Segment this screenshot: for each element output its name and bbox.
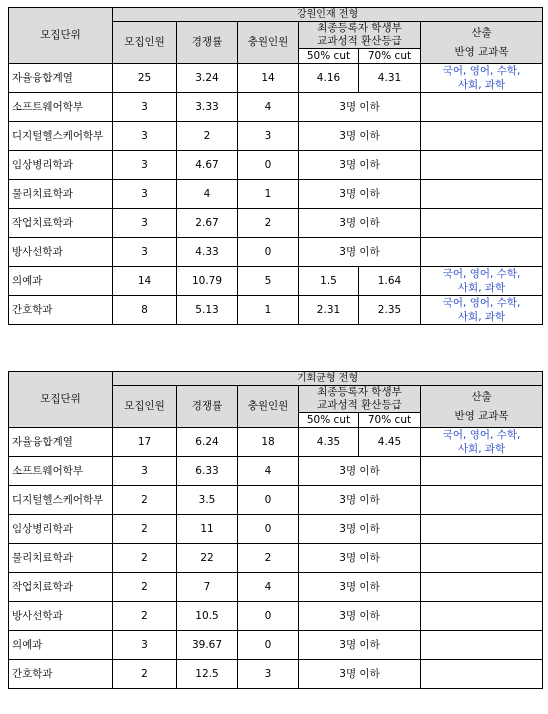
cell-note: 3명 이하 <box>299 238 421 267</box>
cell-fill: 3 <box>238 122 299 151</box>
cell-note: 3명 이하 <box>299 544 421 573</box>
cell-cut70: 1.64 <box>359 267 421 296</box>
header-fill: 충원인원 <box>238 22 299 64</box>
cell-note: 3명 이하 <box>299 93 421 122</box>
header-rate: 경쟁률 <box>177 22 238 64</box>
table-row <box>9 544 543 573</box>
cell-subjects-empty <box>421 151 543 180</box>
header-calc-line2: 반영 교과목 <box>454 45 509 58</box>
header-calc <box>421 22 543 64</box>
cell-fill: 0 <box>238 151 299 180</box>
subjects-line2: 사회, 과학 <box>457 282 506 294</box>
cell-rate: 3.5 <box>177 486 238 515</box>
cell-rate: 4 <box>177 180 238 209</box>
subjects-line2: 사회, 과학 <box>457 79 506 91</box>
cell-unit: 디지털헬스케어학부 <box>9 486 113 515</box>
cell-unit: 간호학과 <box>9 296 113 325</box>
cell-fill: 0 <box>238 238 299 267</box>
cell-quota: 2 <box>113 602 177 631</box>
table-row <box>9 602 543 631</box>
cell-subjects <box>421 267 543 296</box>
table-2-title: 기회균형 전형 <box>113 372 543 386</box>
admission-table-1 <box>8 7 543 325</box>
cell-fill: 2 <box>238 544 299 573</box>
cell-unit: 자율융합계열 <box>9 64 113 93</box>
table-row <box>9 573 543 602</box>
cell-quota: 2 <box>113 544 177 573</box>
cell-fill: 0 <box>238 486 299 515</box>
subjects-line1: 국어, 영어, 수학, <box>442 65 521 77</box>
cell-unit: 방사선학과 <box>9 238 113 267</box>
header-quota: 모집인원 <box>113 386 177 428</box>
cell-unit: 작업치료학과 <box>9 209 113 238</box>
cell-note: 3명 이하 <box>299 486 421 515</box>
cell-rate: 6.33 <box>177 457 238 486</box>
cell-subjects-empty <box>421 93 543 122</box>
cell-cut50: 1.5 <box>299 267 359 296</box>
cell-quota: 3 <box>113 457 177 486</box>
cell-unit: 간호학과 <box>9 660 113 689</box>
header-cut50: 50% cut <box>299 49 359 64</box>
cell-subjects <box>421 64 543 93</box>
cell-cut50: 4.35 <box>299 428 359 457</box>
cell-rate: 2.67 <box>177 209 238 238</box>
cell-quota: 25 <box>113 64 177 93</box>
cell-note: 3명 이하 <box>299 631 421 660</box>
cell-note: 3명 이하 <box>299 180 421 209</box>
table-row <box>9 151 543 180</box>
header-calc-line2: 반영 교과목 <box>454 409 509 422</box>
cell-unit: 자율융합계열 <box>9 428 113 457</box>
table-1-title: 강원인재 전형 <box>113 8 543 22</box>
table-row <box>9 122 543 151</box>
cell-fill: 1 <box>238 180 299 209</box>
header-calc-line1: 산출 <box>471 26 492 39</box>
cell-quota: 3 <box>113 631 177 660</box>
header-cut50: 50% cut <box>299 413 359 428</box>
cell-subjects-empty <box>421 631 543 660</box>
cell-subjects-empty <box>421 457 543 486</box>
cell-quota: 2 <box>113 573 177 602</box>
subjects-line2: 사회, 과학 <box>457 443 506 455</box>
header-final-line1: 최종등록자 학생부 <box>317 386 402 398</box>
cell-unit: 물리치료학과 <box>9 180 113 209</box>
table-row <box>9 515 543 544</box>
table-row <box>9 64 543 93</box>
header-calc-line1: 산출 <box>471 390 492 403</box>
cell-rate: 10.79 <box>177 267 238 296</box>
cell-fill: 4 <box>238 457 299 486</box>
cell-note: 3명 이하 <box>299 660 421 689</box>
admission-table-2 <box>8 371 543 689</box>
table-row <box>9 93 543 122</box>
cell-subjects-empty <box>421 238 543 267</box>
cell-note: 3명 이하 <box>299 122 421 151</box>
cell-unit: 의예과 <box>9 267 113 296</box>
cell-note: 3명 이하 <box>299 209 421 238</box>
cell-unit: 작업치료학과 <box>9 573 113 602</box>
cell-subjects <box>421 428 543 457</box>
cell-rate: 39.67 <box>177 631 238 660</box>
table-row <box>9 296 543 325</box>
table-row <box>9 457 543 486</box>
table-row <box>9 267 543 296</box>
table-row <box>9 428 543 457</box>
cell-rate: 3.24 <box>177 64 238 93</box>
cell-fill: 1 <box>238 296 299 325</box>
cell-cut70: 2.35 <box>359 296 421 325</box>
cell-subjects <box>421 296 543 325</box>
cell-note: 3명 이하 <box>299 515 421 544</box>
cell-unit: 방사선학과 <box>9 602 113 631</box>
cell-fill: 4 <box>238 573 299 602</box>
header-calc <box>421 386 543 428</box>
cell-quota: 3 <box>113 122 177 151</box>
cell-quota: 2 <box>113 486 177 515</box>
cell-subjects-empty <box>421 486 543 515</box>
cell-cut70: 4.31 <box>359 64 421 93</box>
cell-unit: 임상병리학과 <box>9 151 113 180</box>
cell-quota: 3 <box>113 238 177 267</box>
cell-unit: 디지털헬스케어학부 <box>9 122 113 151</box>
table-row <box>9 660 543 689</box>
cell-fill: 3 <box>238 660 299 689</box>
cell-cut50: 4.16 <box>299 64 359 93</box>
cell-note: 3명 이하 <box>299 151 421 180</box>
cell-quota: 3 <box>113 209 177 238</box>
cell-subjects-empty <box>421 180 543 209</box>
subjects-line1: 국어, 영어, 수학, <box>442 429 521 441</box>
table-row <box>9 209 543 238</box>
cell-rate: 2 <box>177 122 238 151</box>
header-final-grade <box>299 22 421 49</box>
cell-cut70: 4.45 <box>359 428 421 457</box>
header-final-line2: 교과성적 환산등급 <box>317 35 402 47</box>
cell-rate: 4.67 <box>177 151 238 180</box>
cell-fill: 2 <box>238 209 299 238</box>
cell-unit: 의예과 <box>9 631 113 660</box>
header-cut70: 70% cut <box>359 413 421 428</box>
header-fill: 충원인원 <box>238 386 299 428</box>
cell-quota: 3 <box>113 93 177 122</box>
cell-rate: 4.33 <box>177 238 238 267</box>
cell-cut50: 2.31 <box>299 296 359 325</box>
cell-unit: 물리치료학과 <box>9 544 113 573</box>
table-row <box>9 180 543 209</box>
cell-fill: 5 <box>238 267 299 296</box>
cell-subjects-empty <box>421 573 543 602</box>
cell-rate: 6.24 <box>177 428 238 457</box>
cell-unit: 소프트웨어학부 <box>9 93 113 122</box>
subjects-line2: 사회, 과학 <box>457 311 506 323</box>
cell-unit: 소프트웨어학부 <box>9 457 113 486</box>
header-rate: 경쟁률 <box>177 386 238 428</box>
cell-fill: 14 <box>238 64 299 93</box>
cell-subjects-empty <box>421 515 543 544</box>
cell-quota: 2 <box>113 515 177 544</box>
cell-subjects-empty <box>421 602 543 631</box>
cell-unit: 임상병리학과 <box>9 515 113 544</box>
cell-rate: 5.13 <box>177 296 238 325</box>
cell-quota: 3 <box>113 180 177 209</box>
header-final-line2: 교과성적 환산등급 <box>317 399 402 411</box>
cell-rate: 12.5 <box>177 660 238 689</box>
cell-fill: 0 <box>238 515 299 544</box>
cell-rate: 10.5 <box>177 602 238 631</box>
cell-fill: 4 <box>238 93 299 122</box>
cell-quota: 3 <box>113 151 177 180</box>
header-quota: 모집인원 <box>113 22 177 64</box>
header-cut70: 70% cut <box>359 49 421 64</box>
table-row <box>9 631 543 660</box>
cell-quota: 17 <box>113 428 177 457</box>
cell-subjects-empty <box>421 122 543 151</box>
cell-fill: 0 <box>238 602 299 631</box>
table-2-body <box>9 372 543 689</box>
cell-rate: 22 <box>177 544 238 573</box>
cell-note: 3명 이하 <box>299 602 421 631</box>
table-row <box>9 238 543 267</box>
cell-subjects-empty <box>421 660 543 689</box>
subjects-line1: 국어, 영어, 수학, <box>442 297 521 309</box>
cell-subjects-empty <box>421 544 543 573</box>
subjects-line1: 국어, 영어, 수학, <box>442 268 521 280</box>
cell-quota: 8 <box>113 296 177 325</box>
cell-quota: 14 <box>113 267 177 296</box>
table-1-body <box>9 8 543 325</box>
header-unit: 모집단위 <box>9 8 113 64</box>
header-unit: 모집단위 <box>9 372 113 428</box>
cell-rate: 11 <box>177 515 238 544</box>
cell-fill: 18 <box>238 428 299 457</box>
cell-rate: 3.33 <box>177 93 238 122</box>
cell-quota: 2 <box>113 660 177 689</box>
cell-rate: 7 <box>177 573 238 602</box>
cell-fill: 0 <box>238 631 299 660</box>
header-final-line1: 최종등록자 학생부 <box>317 22 402 34</box>
table-row <box>9 486 543 515</box>
cell-note: 3명 이하 <box>299 457 421 486</box>
cell-note: 3명 이하 <box>299 573 421 602</box>
header-final-grade <box>299 386 421 413</box>
cell-subjects-empty <box>421 209 543 238</box>
